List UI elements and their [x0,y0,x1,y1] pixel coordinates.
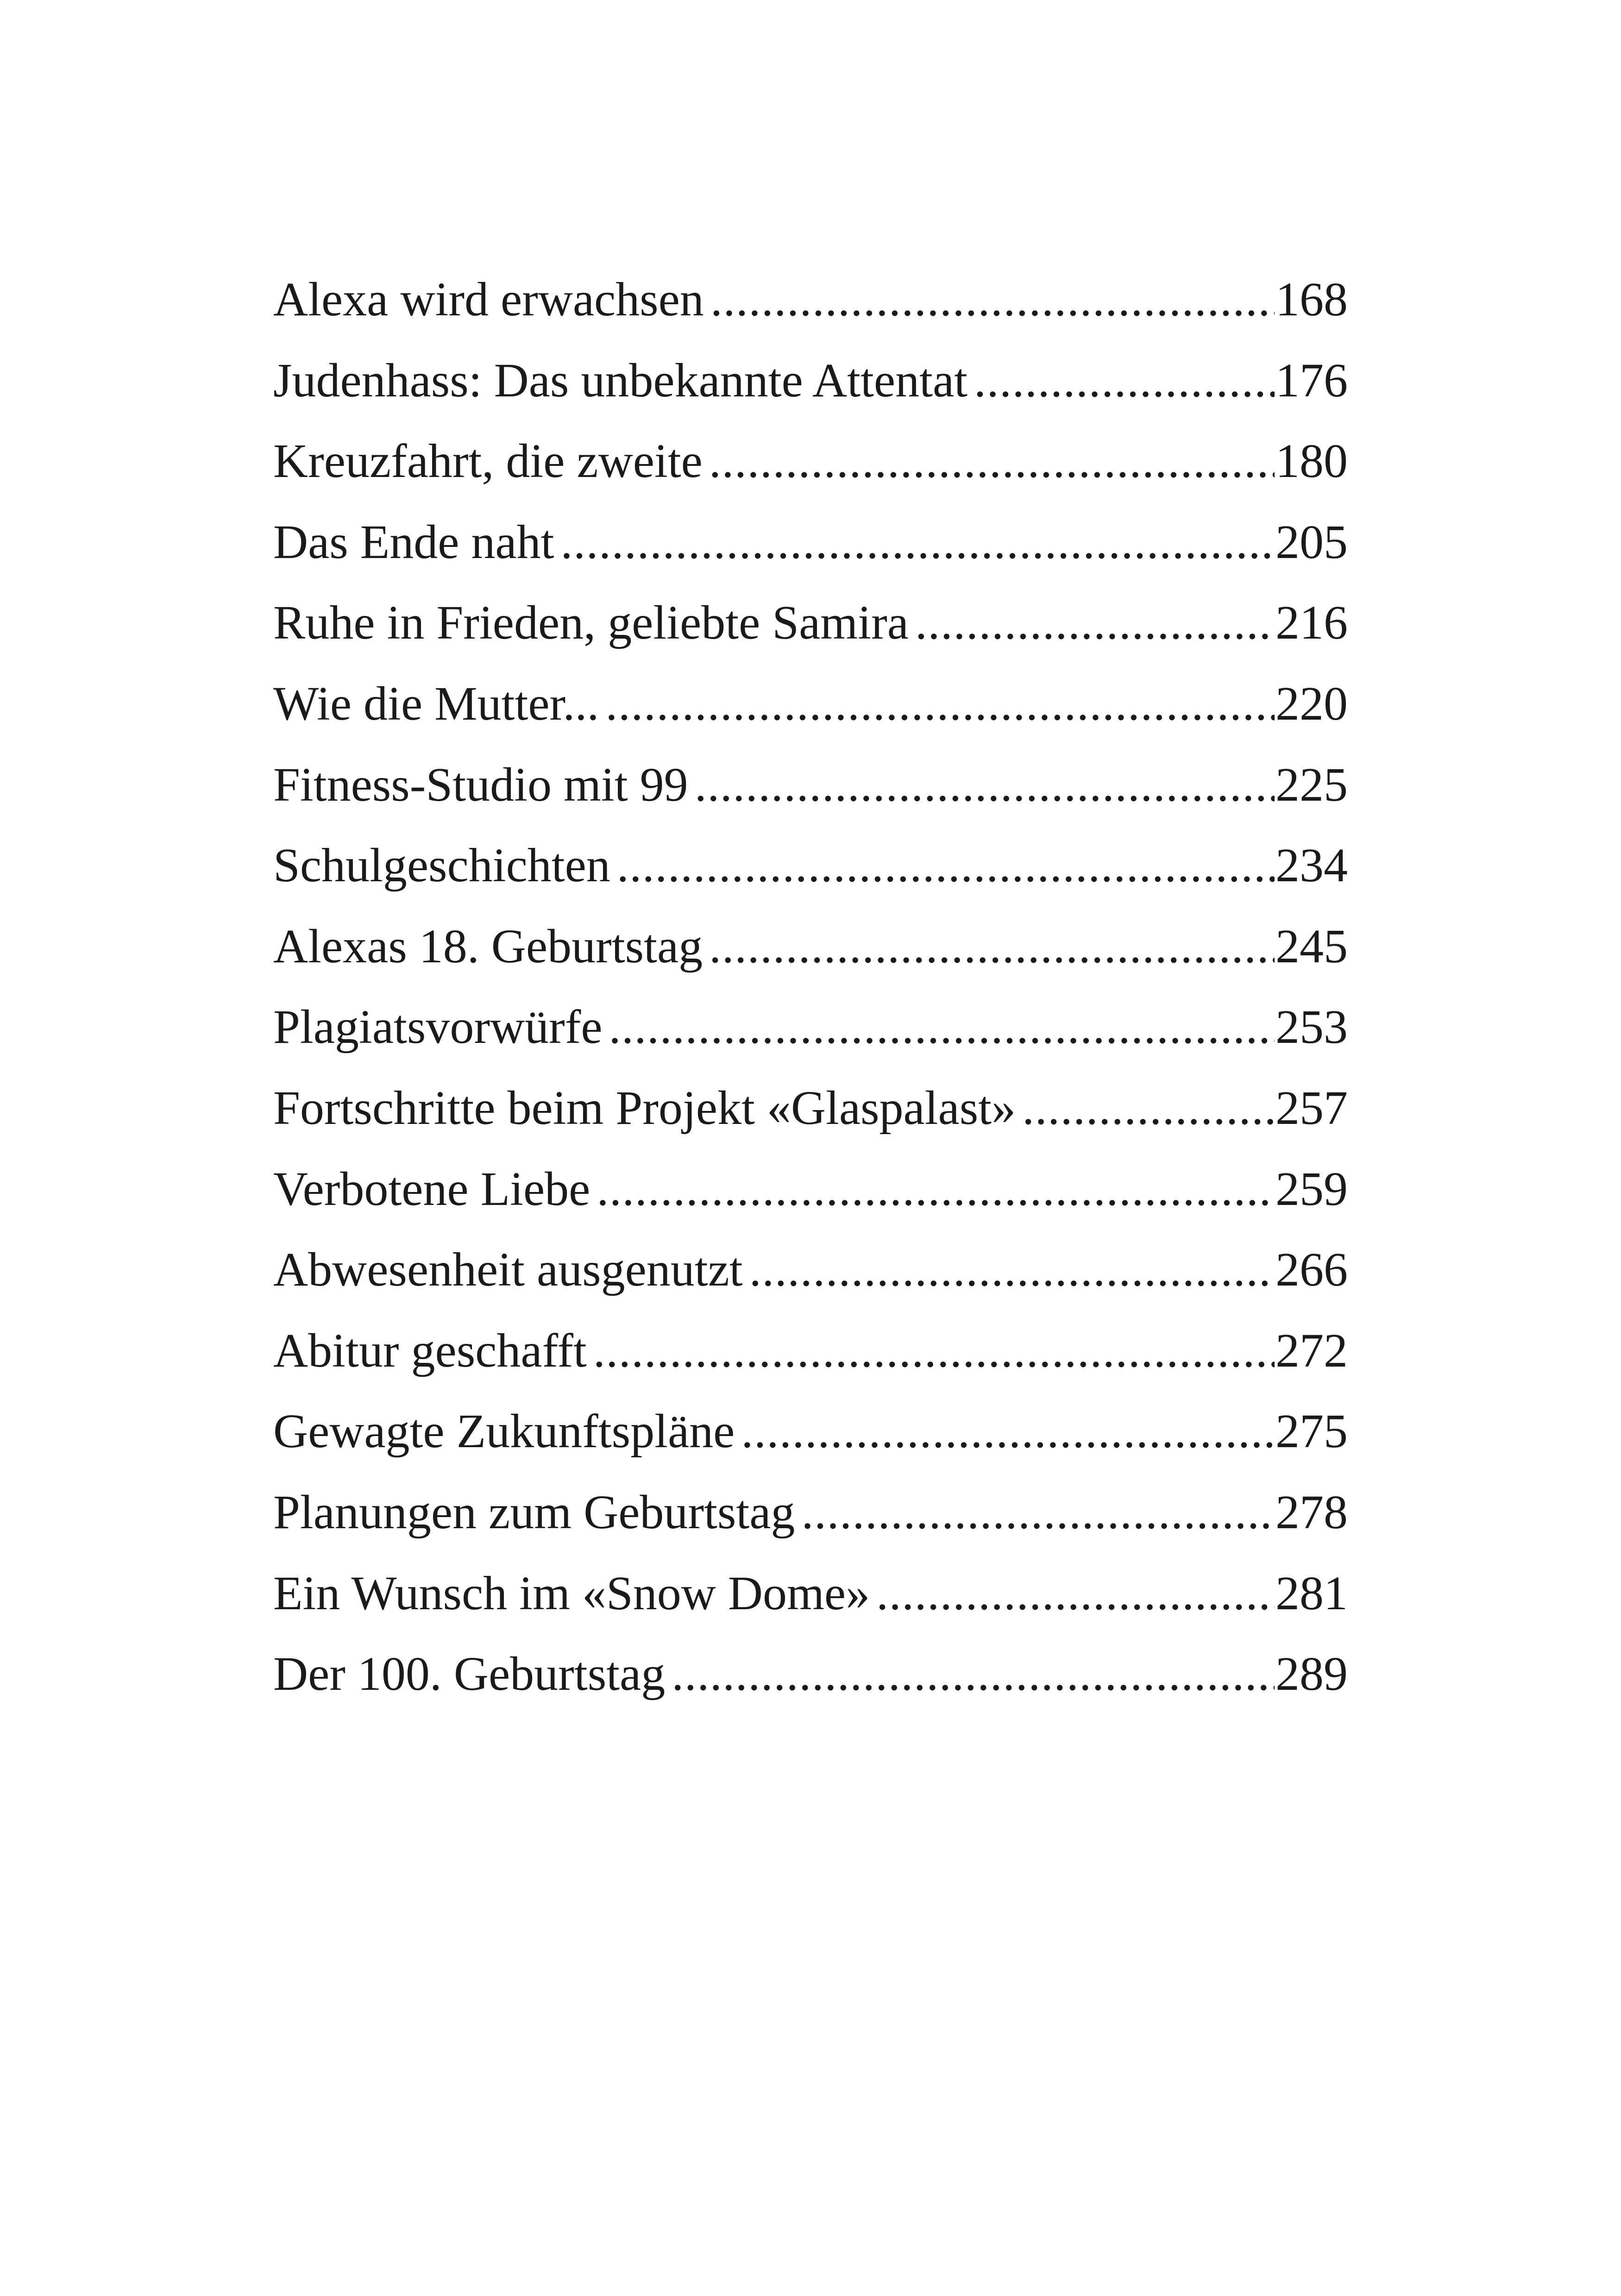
toc-entry [273,664,1348,745]
toc-entry [273,1391,1348,1472]
toc-dot-leader [709,421,1275,502]
toc-entry-page: 176 [1275,353,1348,407]
toc-entry-title: Fortschritte beim Projekt «Glaspalast» [273,1081,1016,1135]
toc-entry [273,1149,1348,1230]
toc-dot-leader [1022,1068,1275,1149]
toc-dot-leader [617,825,1275,906]
toc-entry [273,1311,1348,1392]
toc-entry-title: Ein Wunsch im «Snow Dome» [273,1566,870,1620]
toc-dot-leader [609,987,1275,1068]
toc-entry-page: 180 [1275,434,1348,488]
toc-entry-page: 257 [1275,1081,1348,1135]
toc-entry-page: 266 [1275,1243,1348,1297]
toc-entry-page: 272 [1275,1324,1348,1377]
toc-entry-title: Kreuzfahrt, die zweite [273,434,703,488]
toc-entry-title: Alexas 18. Geburtstag [273,919,703,973]
toc-entry [273,259,1348,340]
toc-dot-leader [597,1149,1275,1230]
toc-entry-page: 281 [1275,1566,1348,1620]
toc-entry-title: Fitness-Studio mit 99 [273,758,688,811]
toc-entry [273,1472,1348,1553]
toc-entry-title: Abitur geschafft [273,1324,587,1377]
toc-dot-leader [915,583,1275,664]
toc-dot-leader [749,1230,1275,1311]
toc-entry [273,906,1348,987]
toc-entry-page: 253 [1275,1000,1348,1054]
toc-entry-page: 216 [1275,596,1348,650]
toc-entry-page: 220 [1275,677,1348,730]
toc-dot-leader [710,259,1275,340]
toc-dot-leader [605,664,1275,745]
toc-entry-title: Wie die Mutter... [273,677,599,730]
toc-entry-title: Abwesenheit ausgenutzt [273,1243,743,1297]
toc-entry-title: Das Ende naht [273,515,554,569]
toc-entry-page: 245 [1275,919,1348,973]
toc-dot-leader [876,1553,1275,1634]
toc-entry [273,987,1348,1068]
toc-entry-page: 225 [1275,758,1348,811]
toc-dot-leader [695,745,1275,826]
toc-entry [273,1230,1348,1311]
toc-dot-leader [709,906,1275,987]
toc-entry-title: Der 100. Geburtstag [273,1647,666,1701]
toc-entry-title: Judenhass: Das unbekannte Attentat [273,353,968,407]
toc-dot-leader [741,1391,1275,1472]
toc-entry-title: Verbotene Liebe [273,1162,591,1216]
toc-entry-page: 205 [1275,515,1348,569]
toc-entry-page: 259 [1275,1162,1348,1216]
toc-dot-leader [560,502,1275,583]
toc-entry-title: Schulgeschichten [273,839,610,892]
table-of-contents [273,259,1348,1715]
toc-entry [273,1634,1348,1715]
toc-entry-title: Gewagte Zukunftspläne [273,1405,735,1458]
toc-entry-title: Ruhe in Frieden, geliebte Samira [273,596,909,650]
toc-entry-title: Alexa wird erwachsen [273,273,704,326]
toc-entry [273,502,1348,583]
toc-entry-page: 168 [1275,273,1348,326]
toc-entry-page: 289 [1275,1647,1348,1701]
toc-entry-title: Planungen zum Geburtstag [273,1485,795,1539]
toc-entry-page: 234 [1275,839,1348,892]
toc-entry [273,825,1348,906]
toc-entry [273,340,1348,421]
toc-entry-title: Plagiatsvorwürfe [273,1000,603,1054]
toc-entry [273,1068,1348,1149]
toc-entry-page: 278 [1275,1485,1348,1539]
toc-dot-leader [801,1472,1275,1553]
toc-entry [273,421,1348,502]
toc-entry-page: 275 [1275,1405,1348,1458]
toc-entry [273,1553,1348,1634]
toc-entry [273,583,1348,664]
toc-dot-leader [593,1311,1275,1392]
toc-entry [273,745,1348,826]
toc-dot-leader [672,1634,1275,1715]
toc-dot-leader [974,340,1275,421]
